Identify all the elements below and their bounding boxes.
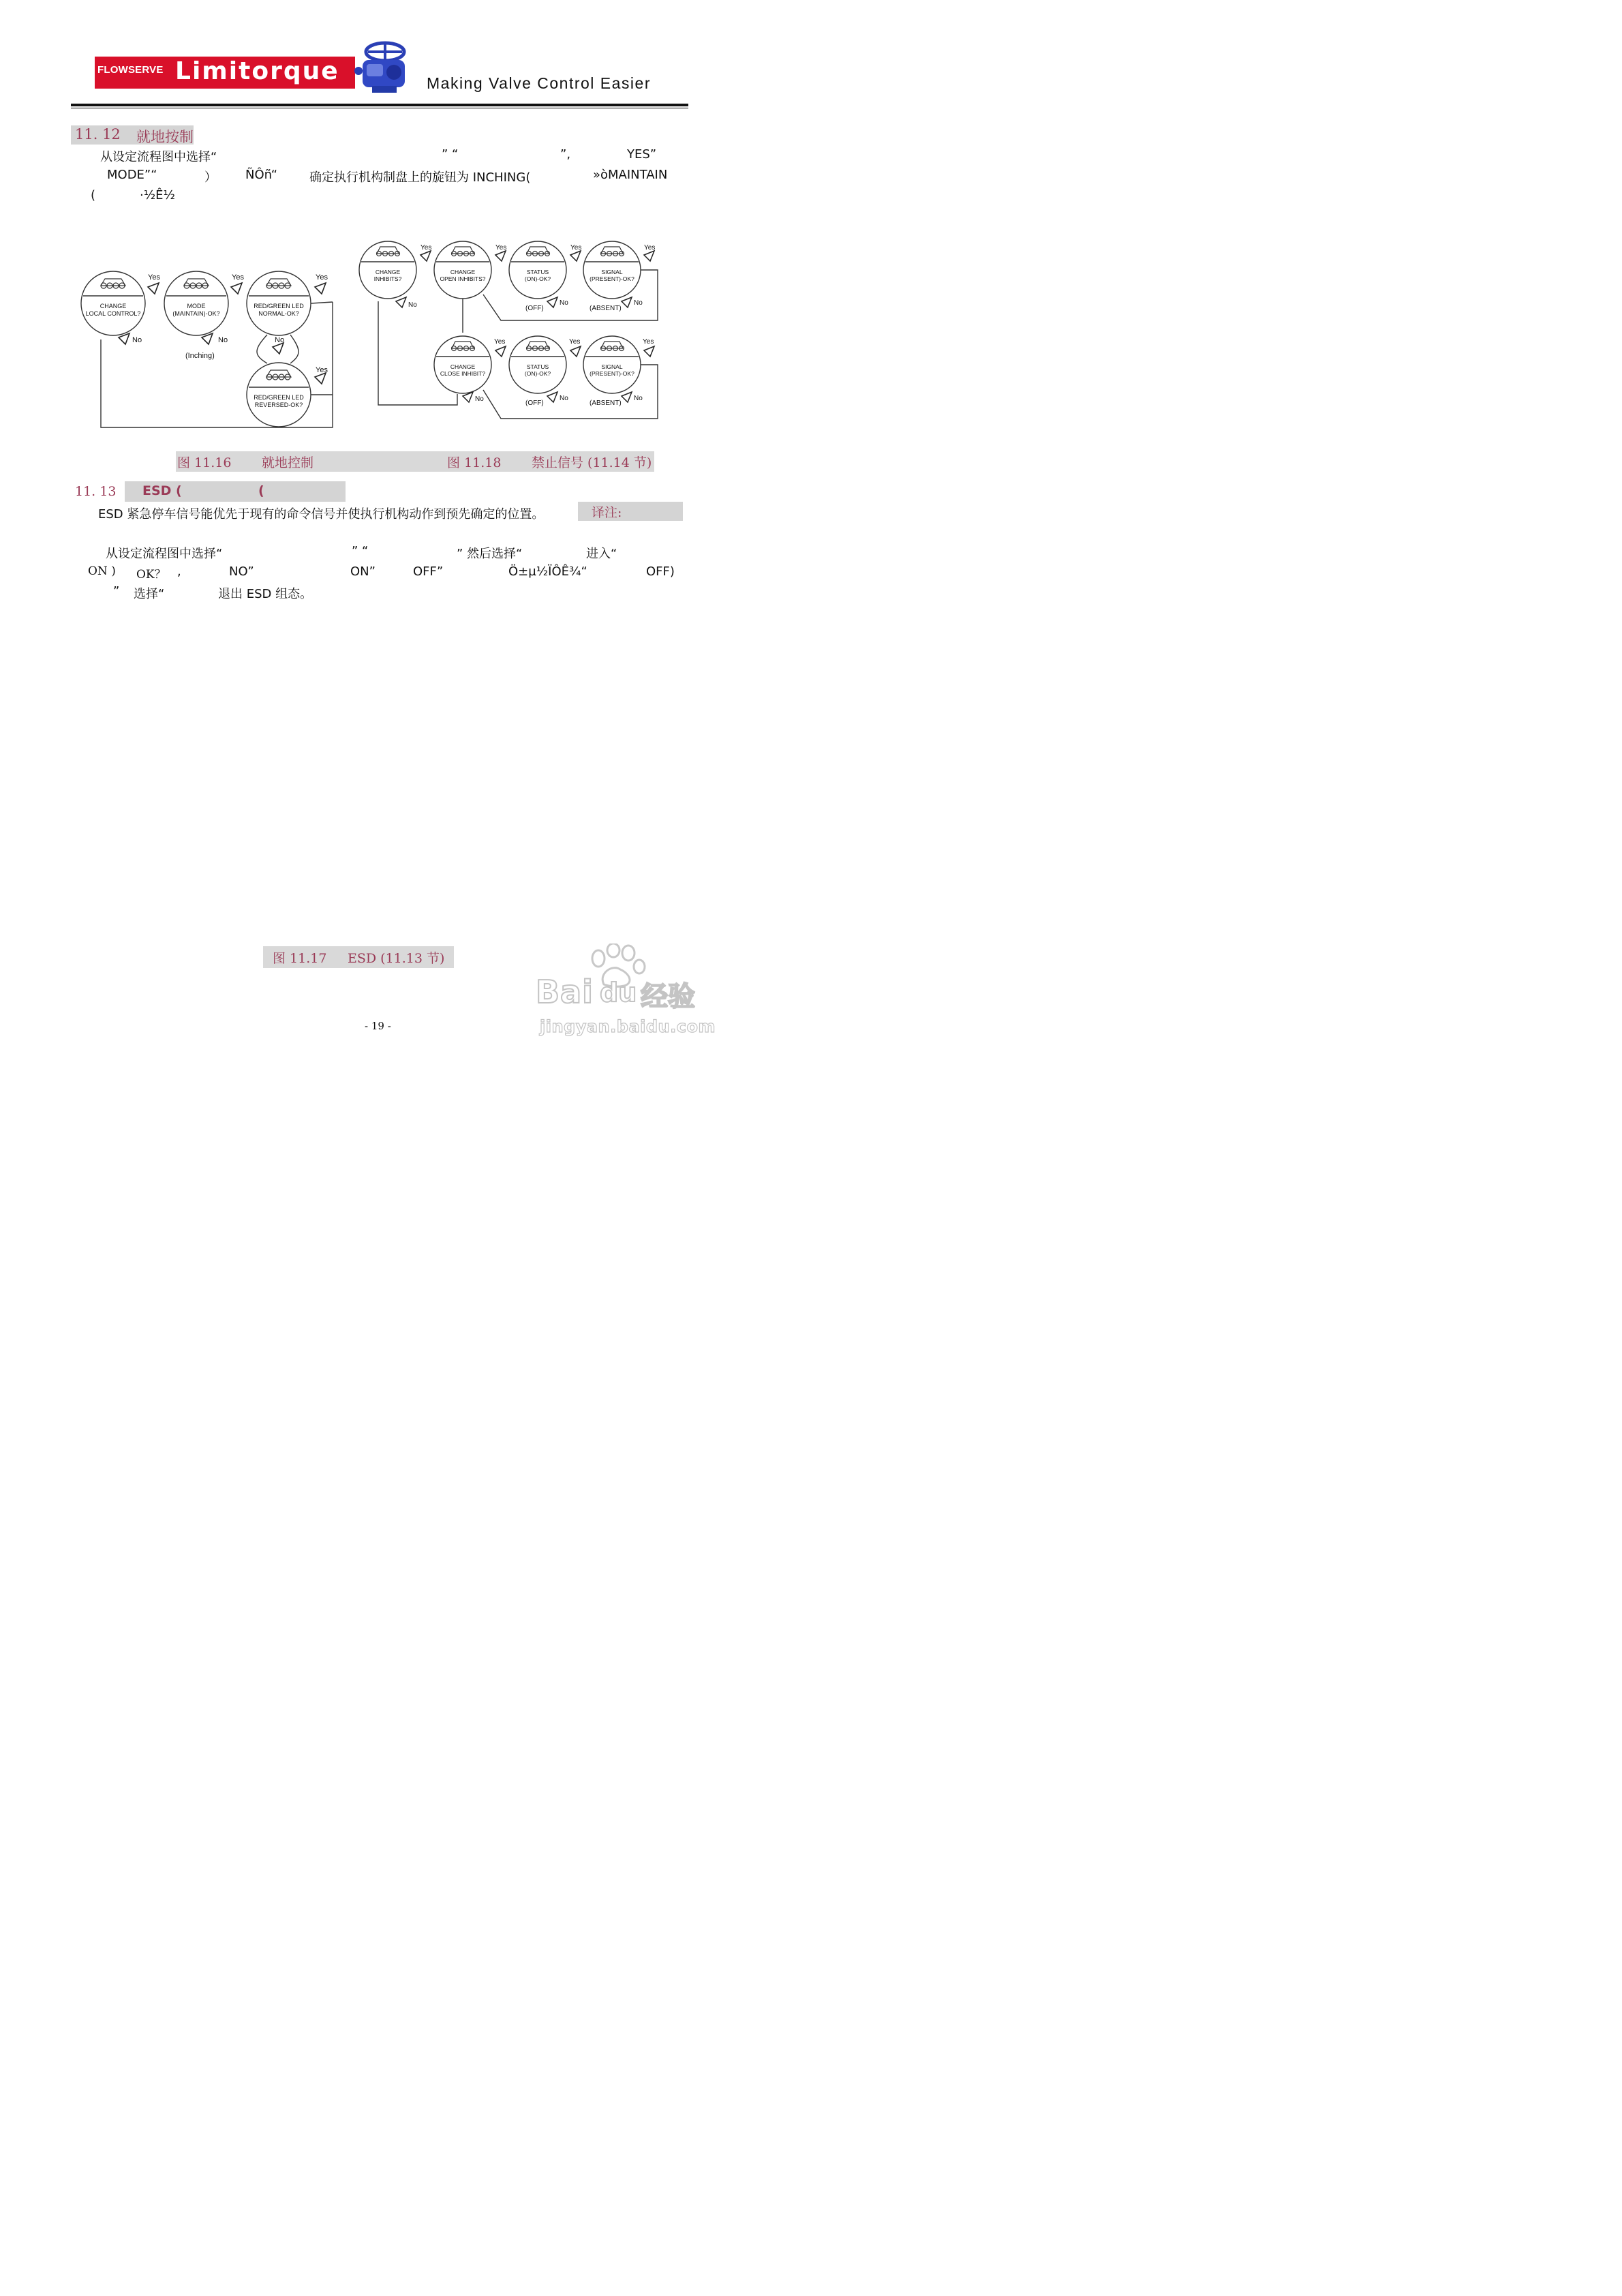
off-label: (OFF)	[525, 399, 544, 407]
text-line3-b: ·½Ê½	[140, 188, 175, 202]
text-l3-c: ,	[177, 564, 181, 579]
node-label: CHANGE	[375, 269, 401, 275]
yes-label: Yes	[148, 273, 160, 282]
node-label: (ON)-OK?	[524, 275, 551, 282]
node-label: CHANGE	[450, 269, 476, 275]
text-line2-c: ÑÔñ“	[245, 168, 278, 182]
text-line1-b: ” “	[442, 147, 459, 162]
no-label: No	[560, 395, 568, 402]
node-label: SIGNAL	[601, 363, 623, 370]
yes-label: Yes	[232, 273, 244, 282]
watermark-bai: Bai	[536, 973, 594, 1010]
brand-limitorque: Limitorque	[175, 57, 339, 85]
node-label: STATUS	[526, 363, 549, 370]
brand-flowserve: FLOWSERVE	[97, 64, 164, 76]
text-l3-d: NO”	[229, 564, 254, 579]
node-label: MODE	[187, 303, 206, 309]
text-line2-a: MODE”“	[107, 168, 157, 182]
page-number: - 19 -	[365, 1020, 391, 1032]
yes-label: Yes	[316, 366, 328, 374]
text-l3-f: OFF”	[413, 564, 444, 579]
text-l2-d: 进入“	[586, 547, 617, 561]
yes-label: Yes	[644, 244, 656, 252]
node-label: CLOSE INHIBIT?	[440, 370, 486, 377]
text-l2-c: ” 然后选择“	[457, 547, 523, 561]
section-number: 11. 12	[75, 126, 121, 142]
text-line2-d: 确定执行机构制盘上的旋钮为 INCHING(	[309, 170, 531, 185]
node-label: (PRESENT)-OK?	[590, 275, 634, 282]
off-label: (OFF)	[525, 305, 544, 312]
section-heading-11-13	[125, 481, 346, 502]
text-line2-b: ）	[204, 170, 217, 185]
no-label: No	[634, 299, 643, 307]
node-label: REVERSED-OK?	[254, 402, 303, 408]
watermark-jingyan: 经验	[641, 981, 695, 1012]
text-l3-b: OK？	[136, 568, 166, 581]
watermark-url: jingyan.baidu.com	[540, 1017, 716, 1036]
node-label: (MAINTAIN)-OK?	[172, 310, 220, 317]
figure-local-control-flowchart	[75, 262, 337, 433]
text-l3-h: OFF)	[646, 564, 675, 579]
no-label: No	[408, 301, 417, 309]
section-title: 就地按制	[136, 129, 194, 145]
text-l4-a: ”	[113, 584, 120, 599]
caption-fig-11-17-number: 图 11.17	[273, 951, 327, 966]
node-label: CHANGE	[450, 363, 476, 370]
no-label: No	[275, 336, 285, 344]
node-label: RED/GREEN LED	[254, 303, 304, 309]
absent-label: (ABSENT)	[590, 399, 622, 407]
text-l2-a: 从设定流程图中选择“	[106, 547, 223, 561]
no-label: No	[132, 336, 142, 344]
section-number-11-13: 11. 13	[75, 484, 117, 499]
no-label: No	[475, 395, 484, 403]
tagline: Making Valve Control Easier	[427, 74, 651, 92]
text-line3-a: (	[91, 188, 96, 202]
text-line1-a: 从设定流程图中选择“	[100, 150, 217, 164]
header-rule-thick	[71, 104, 688, 106]
watermark-du: du	[600, 978, 637, 1008]
actuator-product-image	[353, 37, 414, 95]
figure-inhibit-signal-flowchart	[358, 240, 661, 427]
text-l3-e: ON”	[350, 564, 376, 579]
no-label: No	[560, 299, 568, 307]
text-line1-c: ”,	[560, 147, 571, 162]
node-label: (ON)-OK?	[524, 370, 551, 377]
figure-caption-11-17	[263, 946, 454, 968]
yes-label: Yes	[494, 338, 506, 346]
yes-label: Yes	[643, 338, 654, 346]
node-label: LOCAL CONTROL?	[85, 310, 141, 317]
node-label: STATUS	[526, 269, 549, 275]
text-l4-b: 选择“	[134, 587, 165, 601]
node-label: (PRESENT)-OK?	[590, 370, 634, 377]
inching-label: (Inching)	[185, 352, 215, 360]
node-label: OPEN INHIBITS?	[440, 275, 486, 282]
section-title-a: ESD (	[142, 483, 182, 498]
yes-label: Yes	[570, 244, 582, 252]
no-label: No	[218, 336, 228, 344]
caption-fig-11-16-title: 就地控制	[262, 455, 314, 470]
node-label: CHANGE	[100, 303, 127, 309]
text-l3-a: ON )	[88, 564, 116, 578]
esd-paragraph: ESD 紧急停车信号能优先于现有的命令信号并使执行机构动作到预先确定的位置。	[98, 507, 545, 522]
no-label: No	[634, 395, 643, 402]
text-l4-c: 退出 ESD 组态。	[218, 587, 313, 601]
text-line1-d: YES”	[627, 147, 657, 162]
note-label: 译注:	[592, 505, 622, 520]
caption-fig-11-18-title: 禁止信号 (11.14 节)	[532, 455, 652, 470]
yes-label: Yes	[420, 244, 432, 252]
caption-fig-11-17-title: ESD (11.13 节)	[348, 951, 445, 966]
absent-label: (ABSENT)	[590, 305, 622, 312]
node-label: NORMAL-OK?	[258, 310, 299, 317]
caption-fig-11-16-number: 图 11.16	[177, 455, 232, 470]
node-label: SIGNAL	[601, 269, 623, 275]
caption-fig-11-18-number: 图 11.18	[447, 455, 502, 470]
node-label: RED/GREEN LED	[254, 394, 304, 401]
section-title-b: (	[258, 483, 264, 498]
text-l2-b: ” “	[352, 544, 369, 558]
figure-caption-bar	[176, 451, 654, 472]
yes-label: Yes	[316, 273, 328, 282]
yes-label: Yes	[569, 338, 581, 346]
yes-label: Yes	[495, 244, 507, 252]
text-l3-g: Ö±µ½ÏÔÊ¾“	[508, 564, 587, 579]
note-box	[578, 502, 683, 521]
text-line2-e: »òMAINTAIN	[593, 168, 668, 182]
section-heading-11-12	[71, 125, 194, 145]
node-label: INHIBITS?	[373, 275, 402, 282]
